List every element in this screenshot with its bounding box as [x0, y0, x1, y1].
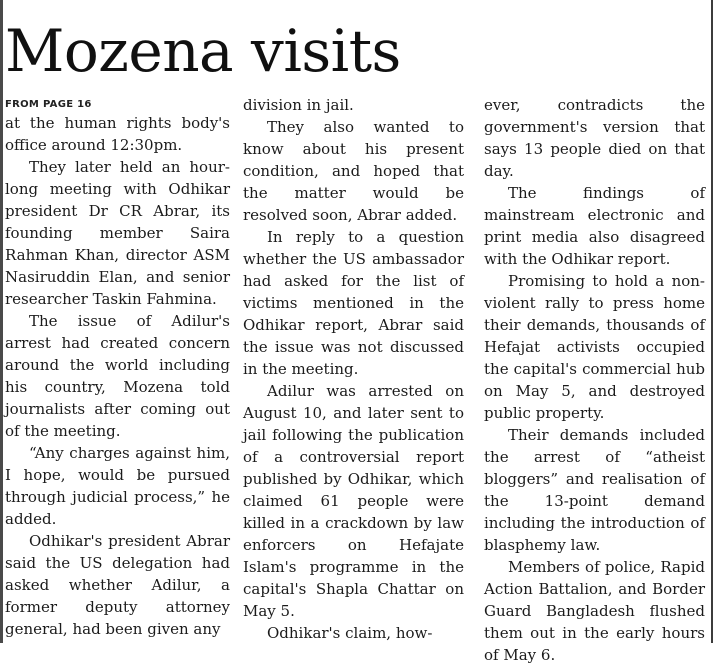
- paragraph: Members of police, Rapid Action Battalion, and Border Guard Bangladesh flushed them out in the early hours of May 6.: [484, 558, 705, 664]
- paragraph: Their demands included the arrest of “atheist bloggers” and realisation of the 13-point demand including the introduction of blasphemy law.: [484, 426, 705, 554]
- paragraph: In reply to a question whether the US ambassador had asked for the list of victims mentioned in the Odhikar report, Abrar said the issue was not discussed in the meeting.: [243, 228, 464, 378]
- article-column-1: [5, 94, 230, 640]
- paragraph: “Any charges against him, I hope, would be pursued through judicial process,” he added.: [5, 444, 230, 528]
- paragraph: They also wanted to know about his present condition, and hoped that the matter would be resolved soon, Abrar added.: [243, 118, 464, 224]
- paragraph: division in jail.: [243, 96, 354, 114]
- paragraph: Odhikar's president Abrar said the US delegation had asked whether Adilur, a former deputy attorney general, had been given any: [5, 532, 230, 638]
- paragraph: The findings of mainstream electronic and print media also disagreed with the Odhikar report.: [484, 184, 705, 268]
- paragraph: Promising to hold a non-violent rally to press home their demands, thousands of Hefajat activists occupied the capital's commercial hub on May 5, and destroyed public property.: [484, 272, 705, 422]
- jump-label: FROM PAGE 16: [5, 99, 92, 110]
- clipping-left-edge: [0, 0, 3, 643]
- paragraph: Odhikar's claim, how-: [267, 624, 433, 642]
- paragraph: Adilur was arrested on August 10, and later sent to jail following the publication of a controversial report published by Odhikar, which claimed 61 people were killed in a crackdown by law enforcers on Hefajate Islam's programme in the capital's Shapla Chattar on May 5.: [243, 382, 464, 620]
- paragraph: The issue of Adilur's arrest had created concern around the world including his country, Mozena told journalists after coming out of the meeting.: [5, 312, 230, 440]
- paragraph: ever, contradicts the government's version that says 13 people died on that day.: [484, 96, 705, 180]
- clipping-right-edge: [711, 0, 713, 643]
- paragraph: They later held an hour-long meeting with Odhikar president Dr CR Abrar, its founding member Saira Rahman Khan, director ASM Nasiruddin Elan, and senior researcher Taskin Fahmina.: [5, 158, 230, 308]
- paragraph: at the human rights body's office around 12:30pm.: [5, 114, 230, 154]
- article-column-2: [243, 94, 464, 644]
- headline: Mozena visits: [5, 17, 401, 85]
- article-column-3: [484, 94, 705, 666]
